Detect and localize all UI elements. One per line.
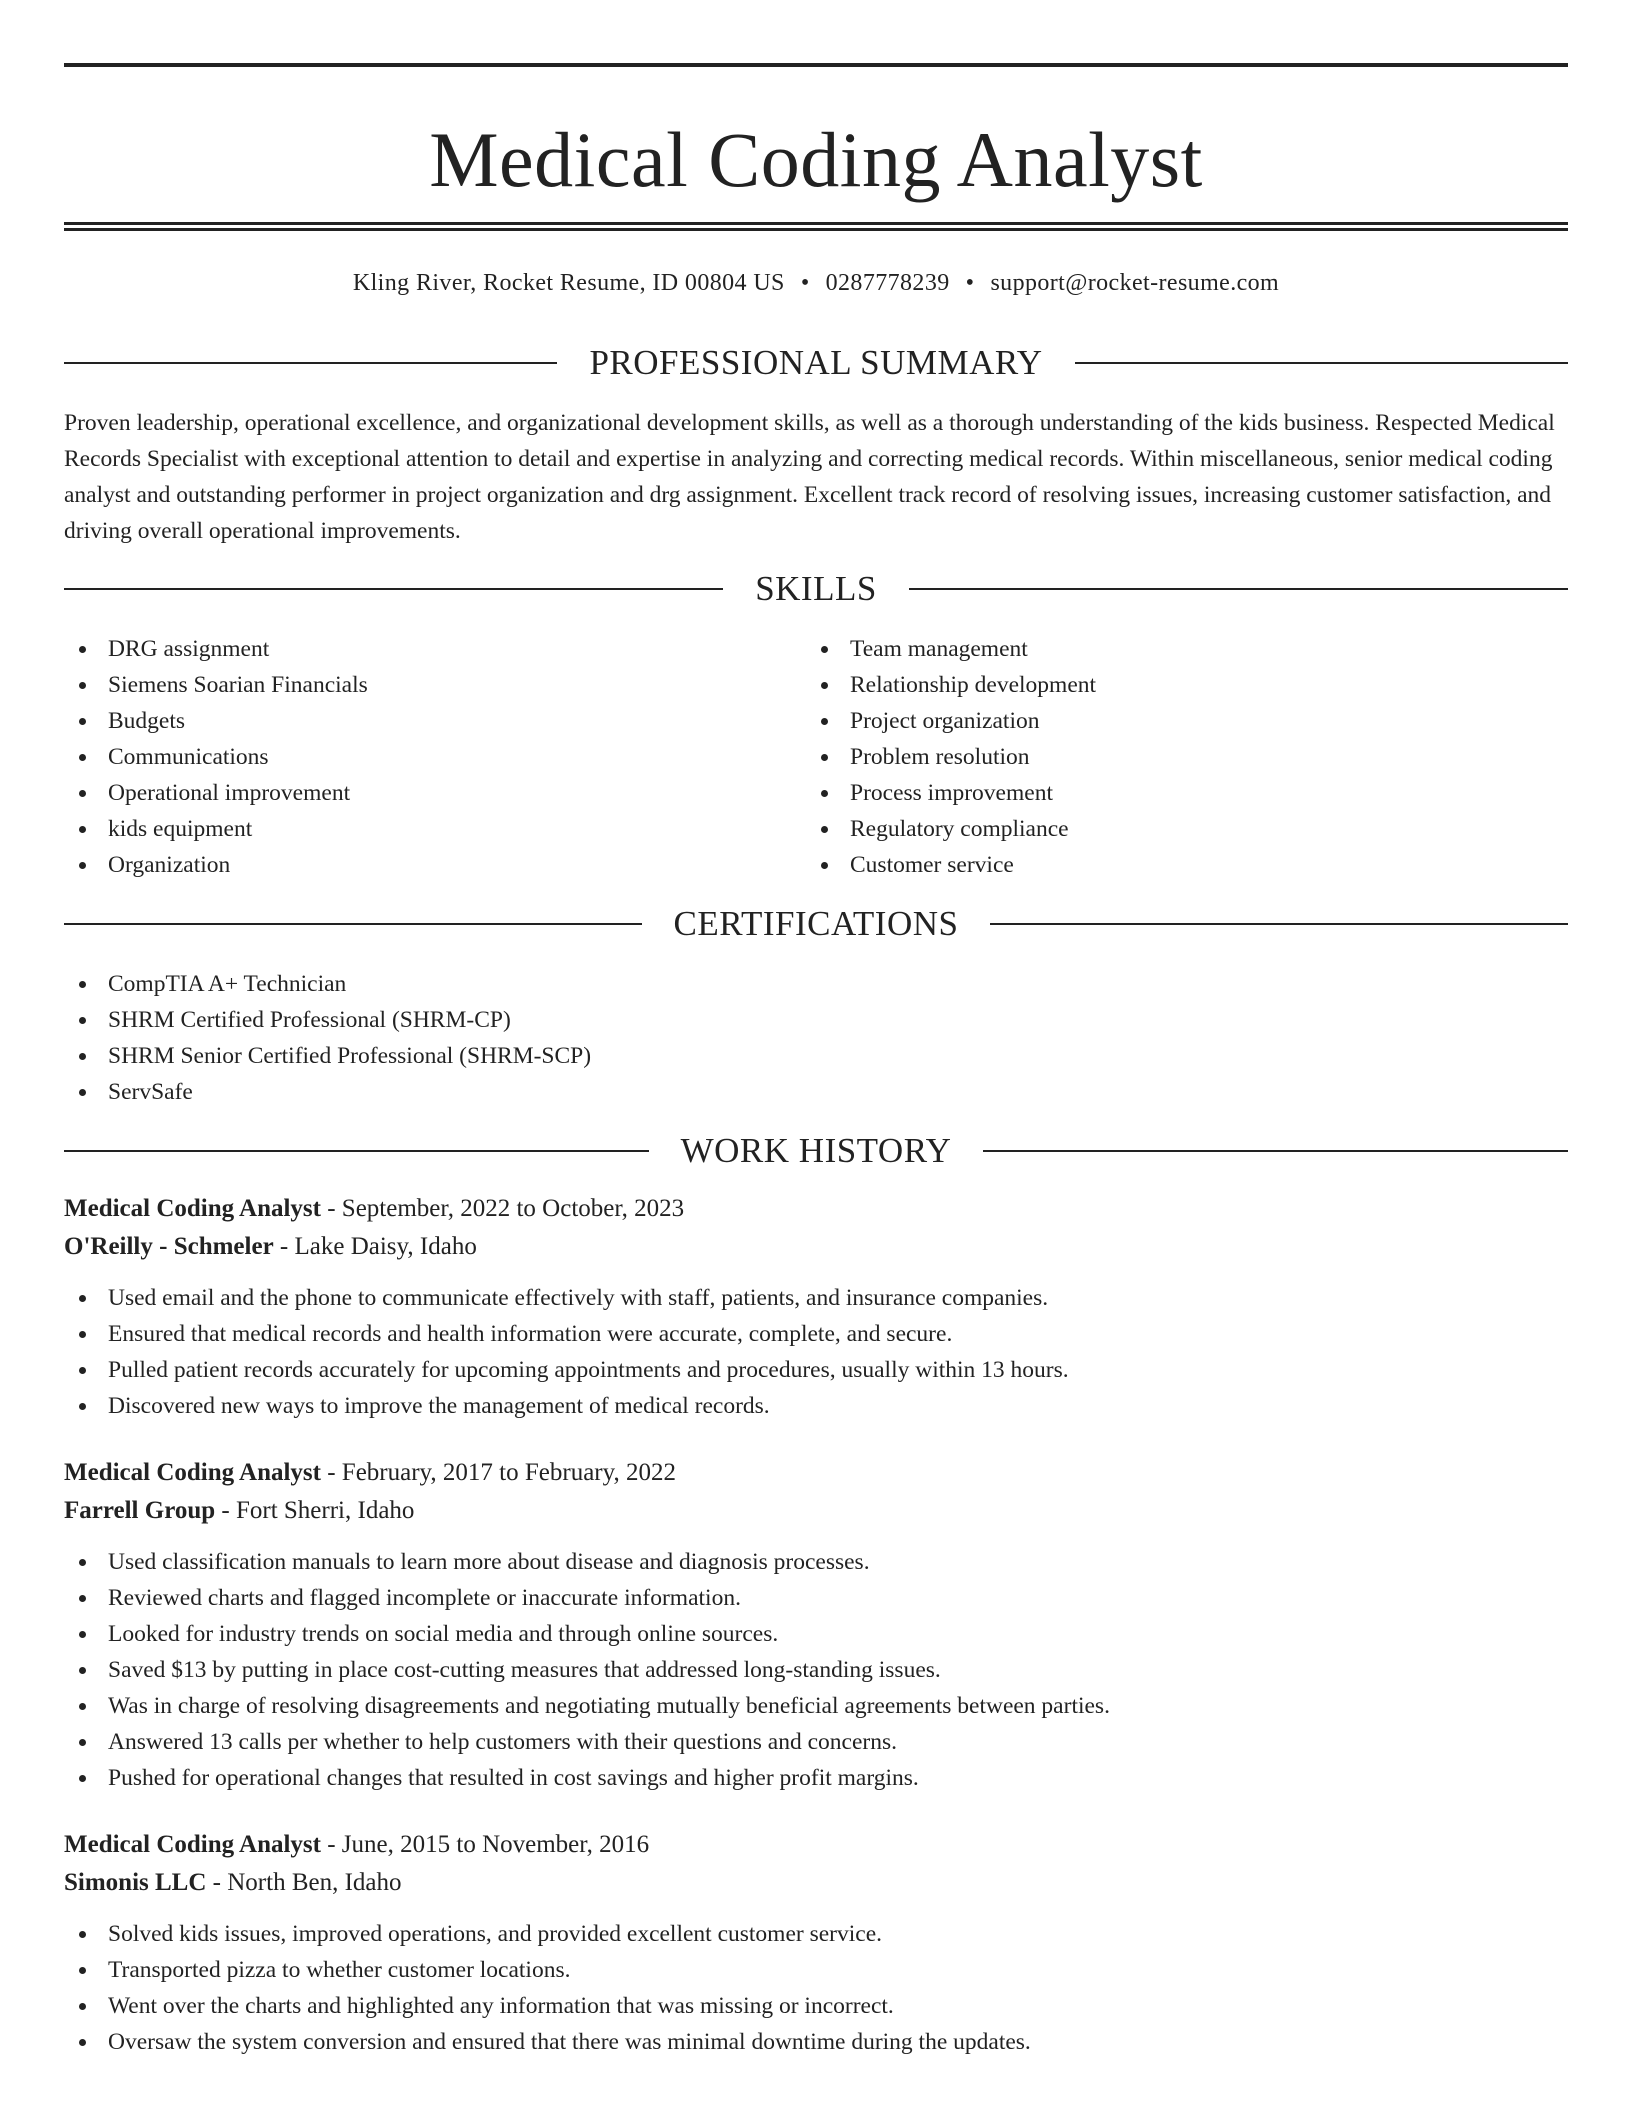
certifications-heading-label: CERTIFICATIONS (673, 904, 959, 943)
job-bullets (64, 1280, 1568, 1424)
job-title-line (64, 1454, 1568, 1492)
job-bullet: Pulled patient records accurately for upcoming appointments and procedures, usually within 13 hours. (64, 1352, 1568, 1388)
job-entry (64, 1190, 1568, 1424)
job-bullet: Used email and the phone to communicate effectively with staff, patients, and insurance companies. (64, 1280, 1568, 1316)
summary-heading (64, 343, 1568, 383)
contact-phone: 0287778239 (825, 270, 950, 296)
job-bullet: Transported pizza to whether customer locations. (64, 1952, 1568, 1988)
contact-separator: • (800, 270, 810, 296)
skill-item: Siemens Soarian Financials (64, 667, 806, 703)
job-location: - Lake Daisy, Idaho (273, 1233, 477, 1260)
job-bullets (64, 1544, 1568, 1796)
skill-item: Customer service (806, 847, 1548, 883)
skill-item: Communications (64, 739, 806, 775)
contact-email: support@rocket-resume.com (990, 270, 1280, 296)
heading-rule (64, 588, 723, 590)
job-title: Medical Coding Analyst (64, 1195, 321, 1222)
summary-text: Proven leadership, operational excellence, and organizational development skills, as well as a thorough understanding of the kids business. Respected Medical Records Specialist with exceptional attention to detail and expertise in analyzing and correcting medical records. Within miscellaneous, senior medical coding analyst and outstanding performer in project organization and drg assignment. Excellent track record of resolving issues, increasing customer satisfaction, and driving overall operational improvements. (64, 410, 1555, 544)
heading-rule (983, 1150, 1568, 1152)
job-bullet: Ensured that medical records and health information were accurate, complete, and secure. (64, 1316, 1568, 1352)
skills-column-right (806, 631, 1548, 883)
job-entry (64, 1826, 1568, 2060)
heading-rule (64, 362, 557, 364)
job-bullet: Saved $13 by putting in place cost-cutting measures that addressed long-standing issues. (64, 1652, 1568, 1688)
job-bullet: Oversaw the system conversion and ensured that there was minimal downtime during the updates. (64, 2024, 1568, 2060)
skill-item: Relationship development (806, 667, 1548, 703)
job-title-line (64, 1190, 1568, 1228)
skills-heading (64, 569, 1568, 609)
summary-heading-label: PROFESSIONAL SUMMARY (589, 343, 1043, 382)
job-title: Medical Coding Analyst (64, 1459, 321, 1486)
heading-rule (1075, 362, 1568, 364)
skills-column-left (64, 631, 806, 883)
skill-item: Regulatory compliance (806, 811, 1548, 847)
resume-page (64, 0, 1568, 2060)
contact-separator: • (965, 270, 975, 296)
job-dates: - June, 2015 to November, 2016 (320, 1831, 650, 1858)
job-bullet: Pushed for operational changes that resulted in cost savings and higher profit margins. (64, 1760, 1568, 1796)
skill-item: kids equipment (64, 811, 806, 847)
job-entry (64, 1454, 1568, 1796)
skill-item: Operational improvement (64, 775, 806, 811)
skill-item: DRG assignment (64, 631, 806, 667)
job-company: O'Reilly - Schmeler (64, 1233, 274, 1260)
job-bullet: Answered 13 calls per whether to help customers with their questions and concerns. (64, 1724, 1568, 1760)
skill-item: Team management (806, 631, 1548, 667)
certification-item: SHRM Certified Professional (SHRM-CP) (64, 1002, 1568, 1038)
skill-item: Project organization (806, 703, 1548, 739)
work-history-heading-label: WORK HISTORY (680, 1131, 952, 1170)
job-bullets (64, 1916, 1568, 2060)
job-company-line (64, 1492, 1568, 1530)
job-company: Farrell Group (64, 1497, 216, 1524)
certification-item: ServSafe (64, 1074, 1568, 1110)
job-bullet: Reviewed charts and flagged incomplete or inaccurate information. (64, 1580, 1568, 1616)
job-dates: - February, 2017 to February, 2022 (320, 1459, 677, 1486)
top-rule (64, 63, 1568, 67)
job-location: - Fort Sherri, Idaho (215, 1497, 415, 1524)
job-bullet: Looked for industry trends on social media and through online sources. (64, 1616, 1568, 1652)
skill-item: Process improvement (806, 775, 1548, 811)
work-history-heading (64, 1131, 1568, 1171)
job-company-line (64, 1864, 1568, 1902)
certifications-list (64, 966, 1568, 1110)
heading-rule (64, 1150, 649, 1152)
job-bullet: Solved kids issues, improved operations, and provided excellent customer service. (64, 1916, 1568, 1952)
title-double-rule (64, 222, 1568, 231)
certifications-heading (64, 904, 1568, 944)
job-bullet: Discovered new ways to improve the management of medical records. (64, 1388, 1568, 1424)
heading-rule (64, 923, 642, 925)
skill-item: Budgets (64, 703, 806, 739)
job-company: Simonis LLC (64, 1869, 207, 1896)
heading-rule (990, 923, 1568, 925)
job-title: Medical Coding Analyst (64, 1831, 321, 1858)
skill-item: Problem resolution (806, 739, 1548, 775)
job-bullet: Went over the charts and highlighted any information that was missing or incorrect. (64, 1988, 1568, 2024)
skills-list (64, 631, 1568, 883)
certification-item: SHRM Senior Certified Professional (SHRM-SCP) (64, 1038, 1568, 1074)
job-title-line (64, 1826, 1568, 1864)
job-bullet: Was in charge of resolving disagreements and negotiating mutually beneficial agreements between parties. (64, 1688, 1568, 1724)
job-dates: - September, 2022 to October, 2023 (320, 1195, 685, 1222)
skill-item: Organization (64, 847, 806, 883)
page-title: Medical Coding Analyst (429, 116, 1203, 203)
certification-item: CompTIA A+ Technician (64, 966, 1568, 1002)
job-bullet: Used classification manuals to learn more about disease and diagnosis processes. (64, 1544, 1568, 1580)
job-company-line (64, 1228, 1568, 1266)
heading-rule (909, 588, 1568, 590)
job-location: - North Ben, Idaho (206, 1869, 402, 1896)
contact-address: Kling River, Rocket Resume, ID 00804 US (352, 270, 785, 296)
skills-heading-label: SKILLS (755, 569, 877, 608)
contact-line (64, 268, 1568, 298)
